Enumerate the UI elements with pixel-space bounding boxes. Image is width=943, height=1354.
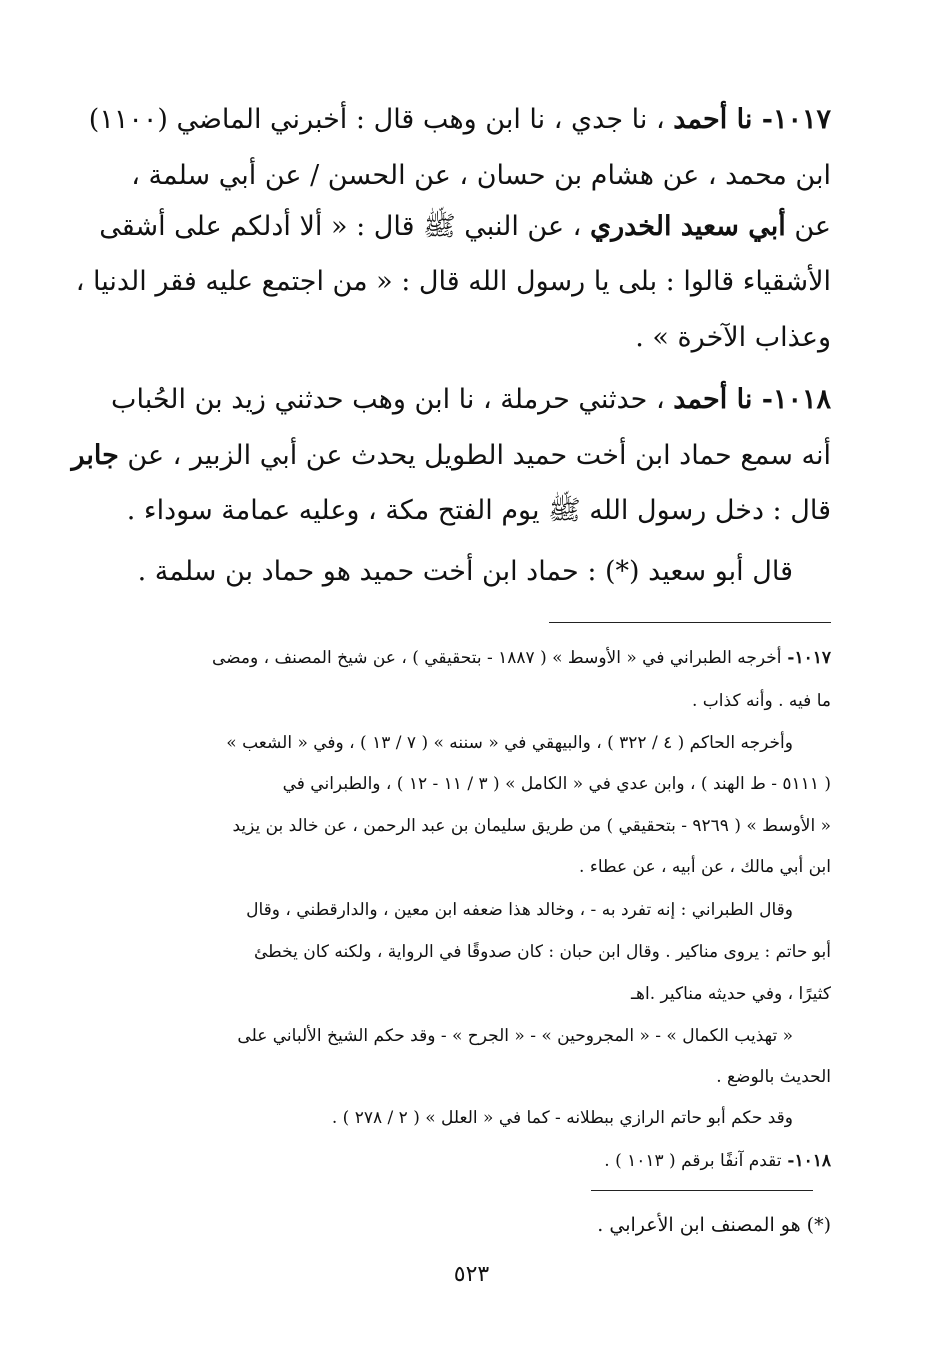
text-run: وقد حكم أبو حاتم الرازي ببطلانه - كما في « العلل » ( ٢ / ٢٧٨ ) . [331, 1108, 793, 1128]
bold-text-run: ١٠١٨- نا أحمد [673, 384, 831, 415]
text-run: وقال الطبراني : إنه تفرد به - ، وخالد هذا ضعفه ابن معين ، والدارقطني ، وقال [246, 900, 793, 920]
footnote-line [100, 816, 831, 836]
text-run: وعذاب الآخرة » . [635, 322, 831, 353]
footnote-line [100, 857, 831, 877]
text-run: قال : دخل رسول الله ﷺ يوم الفتح مكة ، وعليه عمامة سوداء . [126, 495, 831, 526]
text-run: ابن محمد ، عن هشام بن حسان ، عن الحسن / عن أبي سلمة ، [131, 160, 831, 191]
text-line [100, 495, 831, 527]
text-line [100, 322, 831, 354]
text-run: ، عن النبي ﷺ قال : « ألا أدلكم على أشقى [99, 211, 590, 242]
author-note-separator [591, 1190, 813, 1191]
text-run: ، نا جدي ، نا ابن وهب قال : أخبرني الماضي (١١٠٠) [88, 104, 674, 135]
text-run: « الأوسط » ( ٩٢٦٩ - بتحقيقي ) من طريق سليمان بن عبد الرحمن ، عن خالد بن يزيد [232, 816, 831, 836]
page-number: ٥٢٣ [453, 1262, 490, 1287]
text-run: « تهذيب الكمال » - « المجروحين » - « الجرح » - وقد حكم الشيخ الألباني على [237, 1026, 793, 1046]
text-run: الحديث بالوضع . [716, 1067, 831, 1087]
text-run: أنه سمع حماد ابن أخت حميد الطويل يحدث عن أبي الزبير ، عن [118, 440, 831, 471]
text-line [88, 104, 831, 136]
footnote-line [100, 984, 831, 1004]
text-run: كثيرًا ، وفي حديثه مناكير .اهـ [631, 984, 831, 1004]
text-run: ابن أبي مالك ، عن أبيه ، عن عطاء . [579, 857, 831, 877]
footnote-line [100, 942, 831, 962]
footnote-separator [549, 622, 831, 623]
footnote-line [100, 1026, 793, 1046]
footnote-line [100, 1067, 831, 1087]
bold-text-run: أبي سعيد الخدري [589, 211, 786, 242]
text-line [75, 266, 831, 298]
bold-text-run: ١٠١٧- نا أحمد [673, 104, 831, 135]
text-run: أخرجه الطبراني في « الأوسط » ( ١٨٨٧ - بتحقيقي ) ، عن شيخ المصنف ، ومضى [211, 648, 782, 668]
text-line [100, 160, 831, 192]
footnote-line [100, 900, 793, 920]
footnote-line [100, 648, 831, 668]
text-run: عن [785, 211, 831, 242]
text-run: وأخرجه الحاكم ( ٤ / ٣٢٢ ) ، والبيهقي في « سننه » ( ٧ / ١٣ ) ، وفي « الشعب » [226, 733, 793, 753]
text-run: الأشقياء قالوا : بلى يا رسول الله قال : « من اجتمع عليه فقر الدنيا ، [75, 266, 831, 297]
bold-text-run: ١٠١٧- [781, 648, 831, 668]
footnote-line [100, 774, 831, 794]
text-run: (*) هو المصنف ابن الأعرابي . [597, 1214, 831, 1236]
text-run: ( ٥١١١ - ط الهند ) ، وابن عدي في « الكامل » ( ٣ / ١١ - ١٢ ) ، والطبراني في [282, 774, 831, 794]
footnote-line [100, 733, 793, 753]
author-note [100, 1214, 831, 1237]
text-line [100, 384, 831, 416]
text-line [100, 556, 793, 588]
text-run: تقدم آنفًا برقم ( ١٠١٣ ) . [604, 1151, 782, 1171]
text-line [71, 440, 831, 472]
footnote-line [100, 1108, 793, 1128]
bold-text-run: جابر [71, 440, 119, 471]
text-run: ما فيه . وأنه كذاب . [691, 691, 831, 711]
footnote-line [100, 691, 831, 711]
bold-text-run: ١٠١٨- [781, 1151, 831, 1171]
text-run: أبو حاتم : يروى مناكير . وقال ابن حبان : كان صدوقًا في الرواية ، ولكنه كان يخطئ [254, 942, 831, 962]
text-run: قال أبو سعيد (*) : حماد ابن أخت حميد هو حماد بن سلمة . [137, 556, 793, 587]
text-run: ، حدثني حرملة ، نا ابن وهب حدثني زيد بن الحُباب [111, 384, 674, 415]
footnote-line [100, 1151, 831, 1171]
text-line [100, 211, 831, 243]
